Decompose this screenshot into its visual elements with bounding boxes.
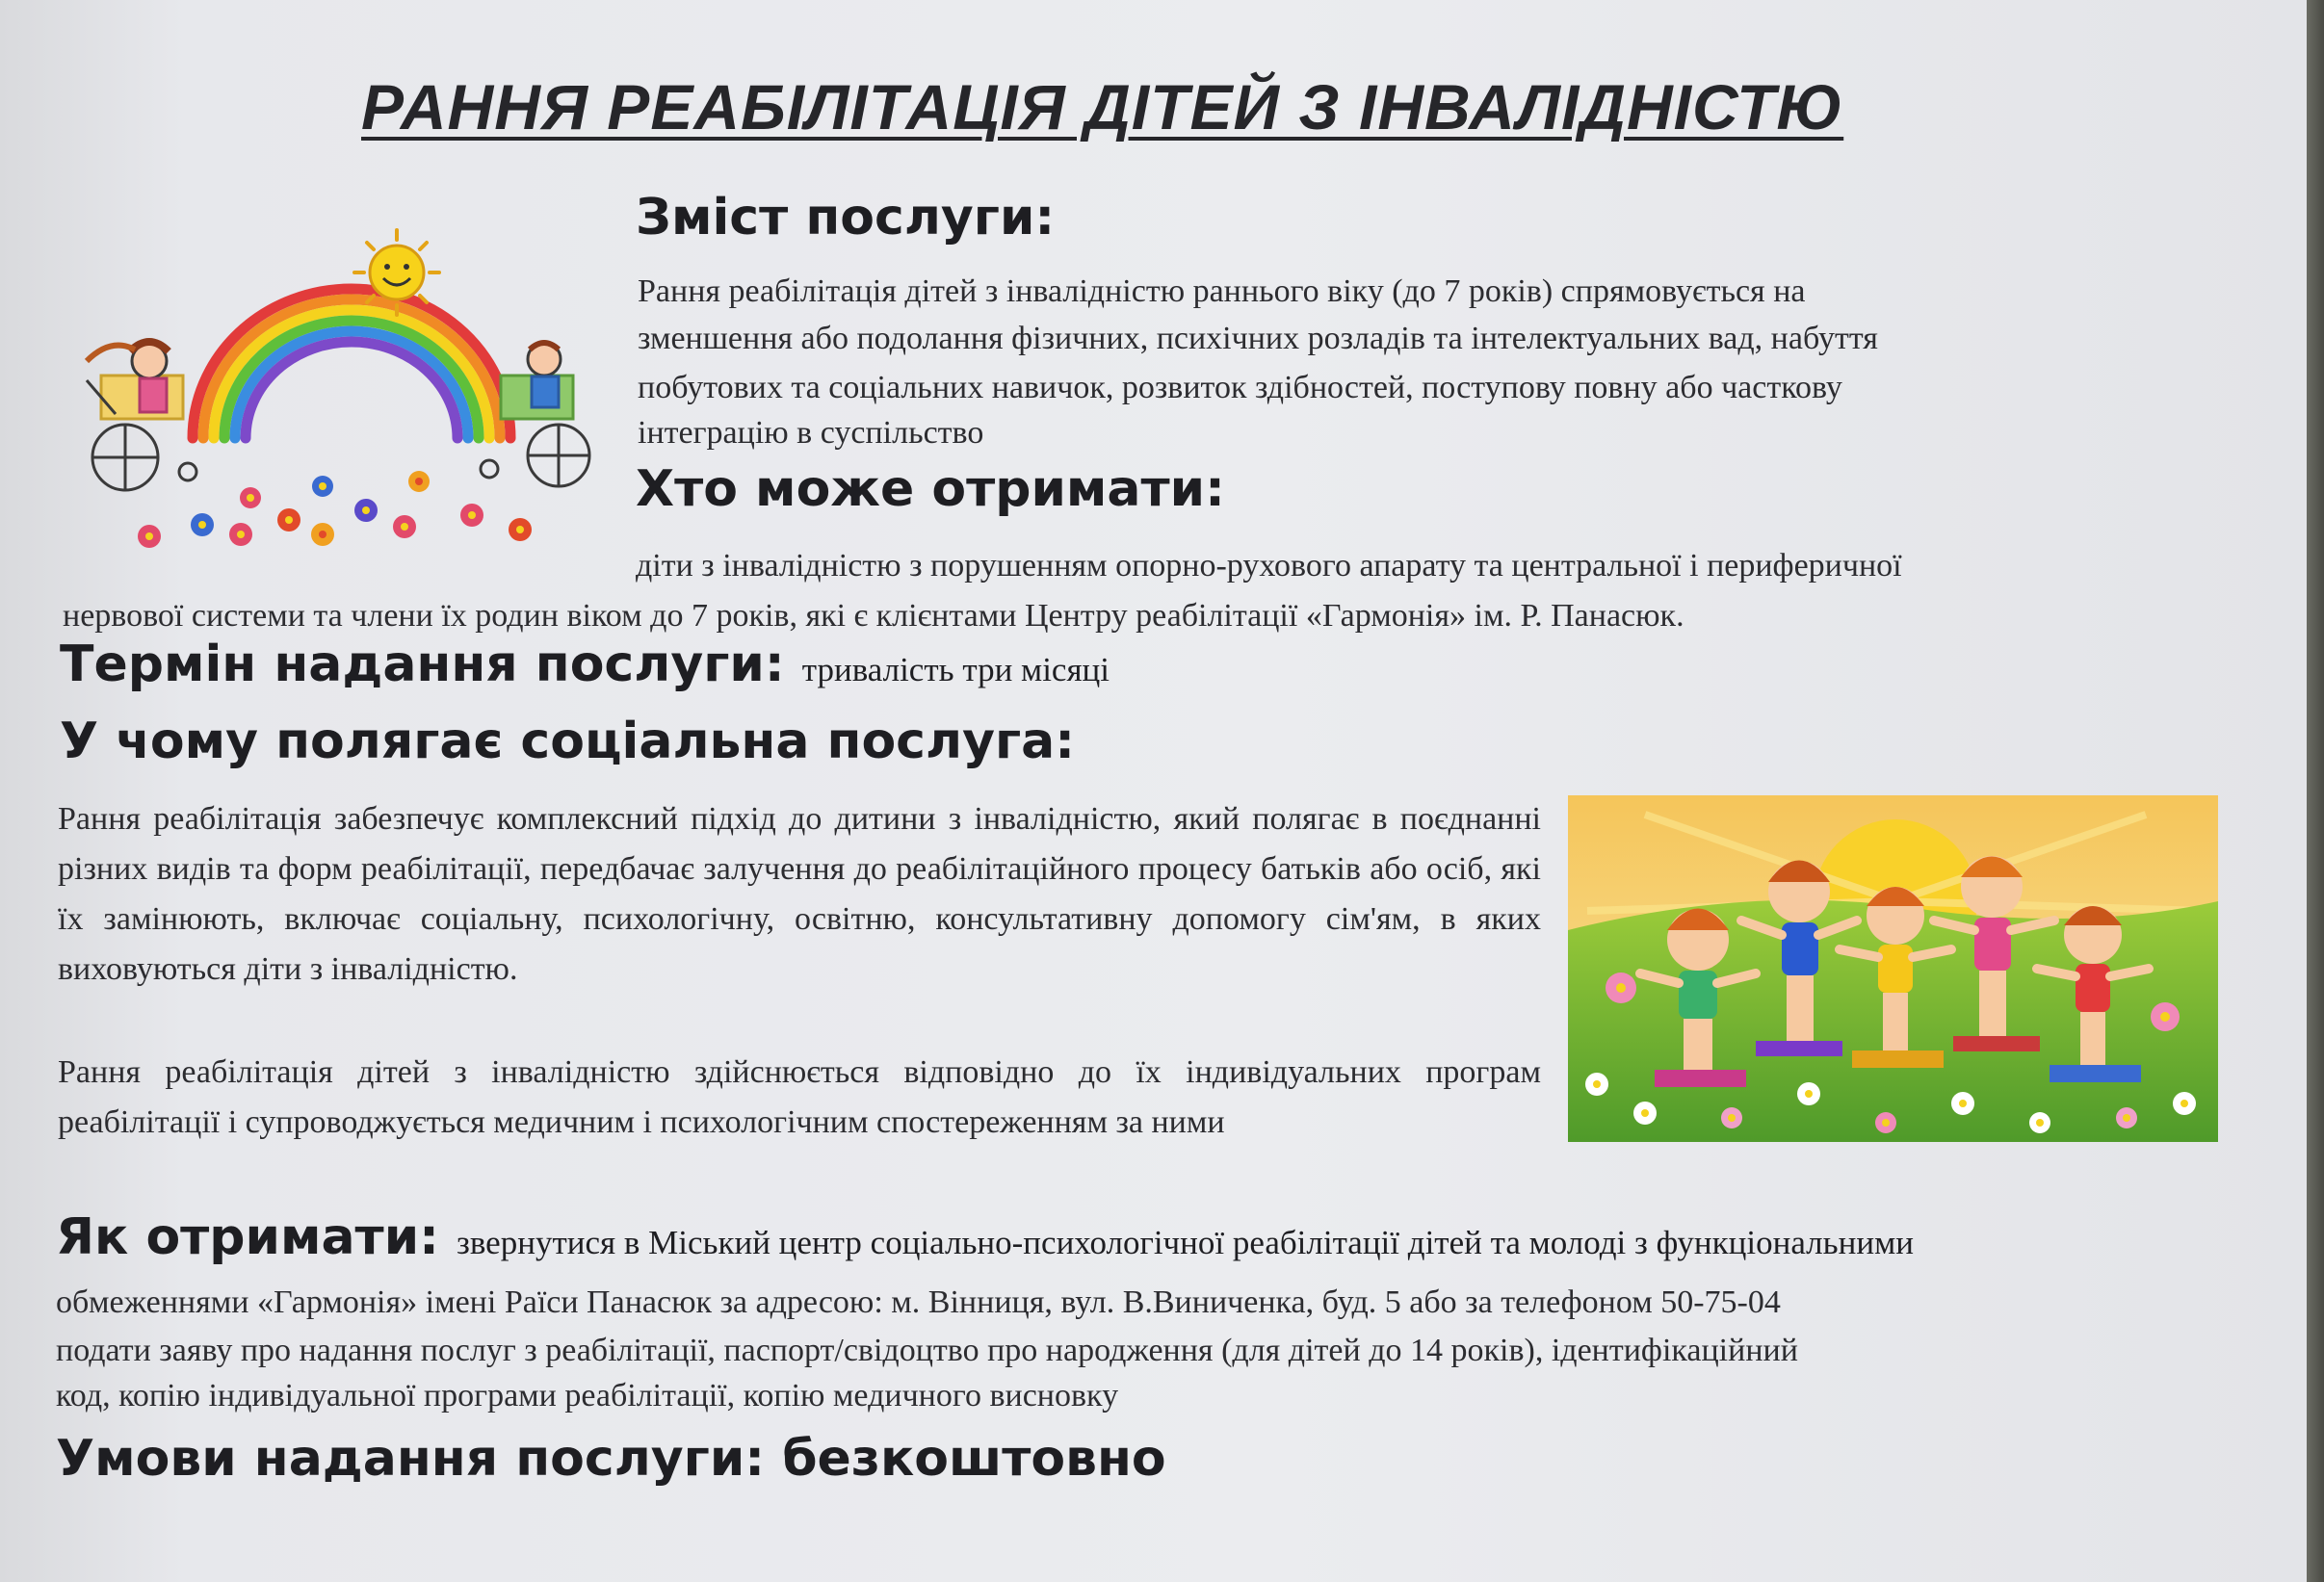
what-heading: У чому полягає соціальна послуга: bbox=[60, 713, 1076, 770]
content-line-4: інтеграцію в суспільство bbox=[638, 415, 984, 451]
what-paragraph-1: Рання реабілітація забезпечує комплексний підхід до дитини з інвалідністю, який полягає в поєднанні різних видів та форм реабілітації, передбачає залучення до реабілітаційного процесу батьків або осіб, які їх замінюють, включає соціальну, психологічну, освітню, консультативну допомогу сім'ям, в яких виховуються діти з інвалідністю. bbox=[58, 801, 1541, 987]
rainbow-wheelchair-illustration bbox=[58, 217, 616, 563]
conditions-value: безкоштовно bbox=[782, 1430, 1166, 1488]
how-line-3: подати заяву про надання послуг з реабілітації, паспорт/свідоцтво про народження (для дітей до 14 років), ідентифікаційний bbox=[56, 1333, 1798, 1368]
content-line-2: зменшення або подолання фізичних, психічних розладів та інтелектуальних вад, набуття bbox=[638, 321, 1878, 356]
document-title: РАННЯ РЕАБІЛІТАЦІЯ ДІТЕЙ З ІНВАЛІДНІСТЮ bbox=[361, 71, 1844, 143]
how-heading bbox=[56, 1208, 1914, 1266]
term-value: тривалість три місяці bbox=[801, 651, 1110, 688]
wheelchair-child-left-icon bbox=[87, 342, 196, 490]
how-line-4: код, копію індивідуальної програми реабілітації, копію медичного висновку bbox=[56, 1378, 1119, 1413]
conditions-heading bbox=[56, 1430, 1166, 1488]
term-heading-text: Термін надання послуги: bbox=[60, 635, 785, 693]
who-line-1: діти з інвалідністю з порушенням опорно-рухового апарату та центральної і периферичної bbox=[636, 548, 1902, 584]
conditions-heading-text: Умови надання послуги: bbox=[56, 1430, 766, 1488]
how-heading-text: Як отримати: bbox=[56, 1208, 439, 1266]
who-heading: Хто може отримати: bbox=[636, 460, 1225, 518]
children-meadow-illustration bbox=[1568, 795, 2218, 1142]
how-line-2: обмеженнями «Гармонія» імені Раїси Панасюк за адресою: м. Вінниця, вул. В.Виниченка, буд. 5 або за телефоном 50-75-04 bbox=[56, 1284, 1781, 1320]
content-line-3: побутових та соціальних навичок, розвиток здібностей, поступову повну або часткову bbox=[638, 370, 1842, 405]
who-line-2: нервової системи та члени їх родин віком до 7 років, які є клієнтами Центру реабілітації «Гармонія» ім. Р. Панасюк. bbox=[63, 598, 1684, 634]
how-line-1: звернутися в Міський центр соціально-психологічної реабілітації дітей та молоді з функціональними bbox=[457, 1224, 1914, 1261]
content-line-1: Рання реабілітація дітей з інвалідністю раннього віку (до 7 років) спрямовується на bbox=[638, 273, 1806, 309]
flowers-icon bbox=[138, 471, 532, 548]
what-paragraph-2: Рання реабілітація дітей з інвалідністю здійснюється відповідно до їх індивідуальних програм реабілітації і супроводжується медичним і психологічним спостереженням за ними bbox=[58, 1054, 1541, 1140]
content-heading: Зміст послуги: bbox=[636, 189, 1056, 246]
term-heading bbox=[60, 635, 1110, 693]
page-edge-shadow bbox=[2307, 0, 2324, 1582]
